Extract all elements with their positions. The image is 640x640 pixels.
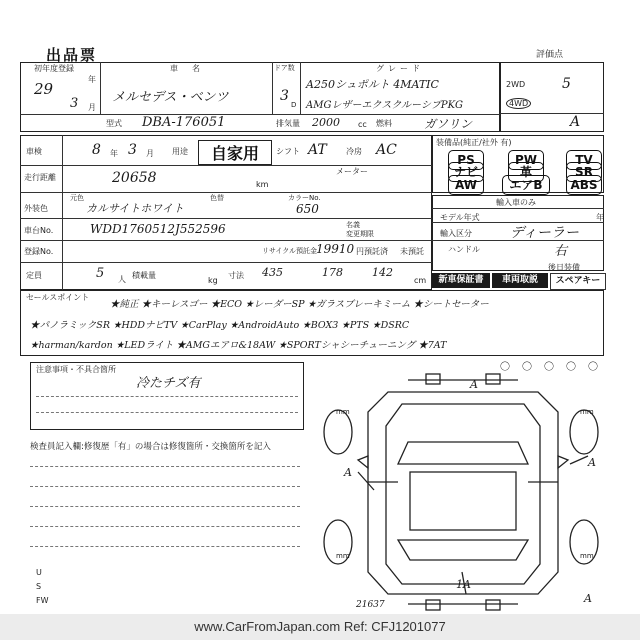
diagram-unit-br: mm [580,552,594,560]
displacement-label: 排気量 [276,119,300,128]
notes-label: 注意事項・不具合箇所 [36,365,116,374]
displacement-value: 2000 [312,116,340,129]
score-box [500,62,604,132]
size-label: 寸法 [228,271,244,280]
recycle-value: 19910 [316,242,355,256]
sales-line3: ★harman/kardon ★LEDライト ★AMGエアロ&18AW ★SPORTシャシーチューニング ★7AT [30,340,447,351]
diagram-unit-bl: mm [336,552,350,560]
model-label: 型式 [106,119,122,128]
import-type-value: ディーラー [510,225,579,241]
recycle-paid: 円預託済 [356,247,388,256]
diagram-bottom-note: 21637 [356,600,385,610]
abbr-s: S [36,582,42,591]
sheet-title: 出品票 [46,46,98,64]
month-value: 3 [70,96,79,111]
usage-value: 自家用 [198,140,272,165]
drive-4wd: 4WD [506,98,531,109]
colors-label: 外装色 [24,204,48,213]
interior-score: A [570,114,581,130]
equipment-header: 装備品(純正/社外 有) [436,138,512,147]
equip-navi: ナビ [448,162,484,182]
diagram-mark-a-br: A [584,592,592,605]
score-value: 5 [562,76,571,92]
diagram-unit-tl: mm [336,408,350,416]
size-cm: cm [414,276,427,285]
meter-label: メーター [336,167,368,176]
size-length: 435 [262,266,283,279]
ac-value: AC [376,142,397,158]
size-width: 178 [322,266,343,279]
equip-airbag: エアB [502,175,550,195]
diagram-unit-tr: mm [580,408,594,416]
model-year-label: モデル年式 [440,213,480,222]
color-value: カルサイトホワイト [86,202,184,215]
inspection-year: 8 [92,142,101,158]
registration-label: 登録No. [24,247,54,256]
name-value: メルセデス・ベンツ [112,90,229,105]
check-3: 〇 [544,362,554,373]
equip-tv: TV [566,150,602,170]
import-title: 輸入車のみ [496,198,536,207]
name-label: 車名 [170,64,214,73]
mileage-value: 20658 [112,170,157,186]
sales-points-label: セールスポイント [26,293,90,302]
size-height: 142 [372,266,393,279]
equip-leather: 革 [508,162,544,182]
era-label: 年 [596,213,604,222]
car-diagram [318,372,608,612]
equip-sr: SR [566,162,602,182]
year-value: 29 [34,80,54,98]
vin-label: 車台No. [24,226,54,235]
doors-label: ドア数 [274,64,295,72]
recycle-unpaid: 未預託 [400,247,424,256]
color-change-label: 色替 [210,194,224,202]
docs-header: 後日装備 [548,263,580,272]
load-label: 積載量 [132,271,156,280]
check-5: 〇 [588,362,598,373]
doc-manual: 車両取説 [492,273,548,288]
sales-line1: ★純正 ★キーレスゴー ★ECO ★レーダーSP ★ガラスブレーキミーム ★シートセーター [110,299,489,310]
handle-label: ハンドル [448,245,480,254]
grade-line1: A250シュポルト 4MATIC [306,78,439,91]
drive-2wd: 2WD [506,80,526,89]
load-unit: kg [208,276,218,285]
shift-value: AT [308,142,327,158]
abbr-fw: FW [36,596,49,605]
inspector-label: 検査員記入欄:修復歴「有」の場合は修復箇所・交換箇所を記入 [30,442,271,452]
doors-value: 3 [280,88,289,104]
grade-label: グレード [376,64,424,73]
notes-value: 冷たチズ有 [136,376,201,391]
holder-label: 名義 [346,221,360,229]
capacity-label: 定員 [26,271,42,280]
inspection-year-unit: 年 [110,149,118,158]
vin-value: WDD1760512J552596 [90,222,226,236]
equip-ps: PS [448,150,484,170]
equip-abs: ABS [566,175,602,195]
fuel-value: ガソリン [424,117,473,131]
recycle-label: リサイクル預託金 [262,247,318,255]
model-value: DBA-176051 [142,115,226,130]
inspection-month: 3 [128,142,137,158]
footer-watermark: www.CarFromJapan.com Ref: CFJ1201077 [0,614,640,640]
fuel-label: 燃料 [376,119,392,128]
color-code-value: 650 [296,202,319,216]
inspection-month-unit: 月 [146,149,154,158]
grade-line2: AMGレザーエクスクルーシブPKG [306,100,464,111]
mileage-label: 走行距離 [24,173,56,182]
diagram-mark-a-right: A [588,456,596,469]
abbr-u: U [36,568,42,577]
sales-line2: ★パノラミックSR ★HDDナビTV ★CarPlay ★AndroidAuto ★BOX3 ★PTS ★DSRC [30,320,410,331]
check-2: 〇 [522,362,532,373]
capacity-value: 5 [96,266,105,281]
equip-aw: AW [448,175,484,195]
month-unit: 月 [88,103,96,112]
holder-sub: 変更期限 [346,230,374,238]
equip-pw: PW [508,150,544,170]
ac-label: 冷房 [346,147,362,156]
doc-spare-key: スペアキー [550,273,606,290]
usage-label: 用途 [172,147,188,156]
doc-warranty: 新車保証書 [432,273,490,288]
handle-value: 右 [554,244,568,259]
diagram-mark-a-left: A [344,466,352,479]
capacity-unit: 人 [118,275,126,284]
import-type-label: 輸入区分 [440,229,472,238]
diagram-mark-a-top: A [470,378,478,391]
year-era: 年 [88,75,96,84]
year-label: 初年度登録 [34,64,74,73]
displacement-unit: cc [358,120,367,129]
diagram-mark-1a: 1A [456,578,471,591]
inspection-label: 車検 [26,147,42,156]
doors-suffix: D [291,101,297,109]
check-1: 〇 [500,362,510,373]
color-code-label: カラーNo. [288,194,321,202]
score-header: 評価点 [536,50,564,60]
shift-label: シフト [276,147,300,156]
mileage-unit: km [256,180,269,189]
check-4: 〇 [566,362,576,373]
color-original-label: 元色 [70,194,84,202]
